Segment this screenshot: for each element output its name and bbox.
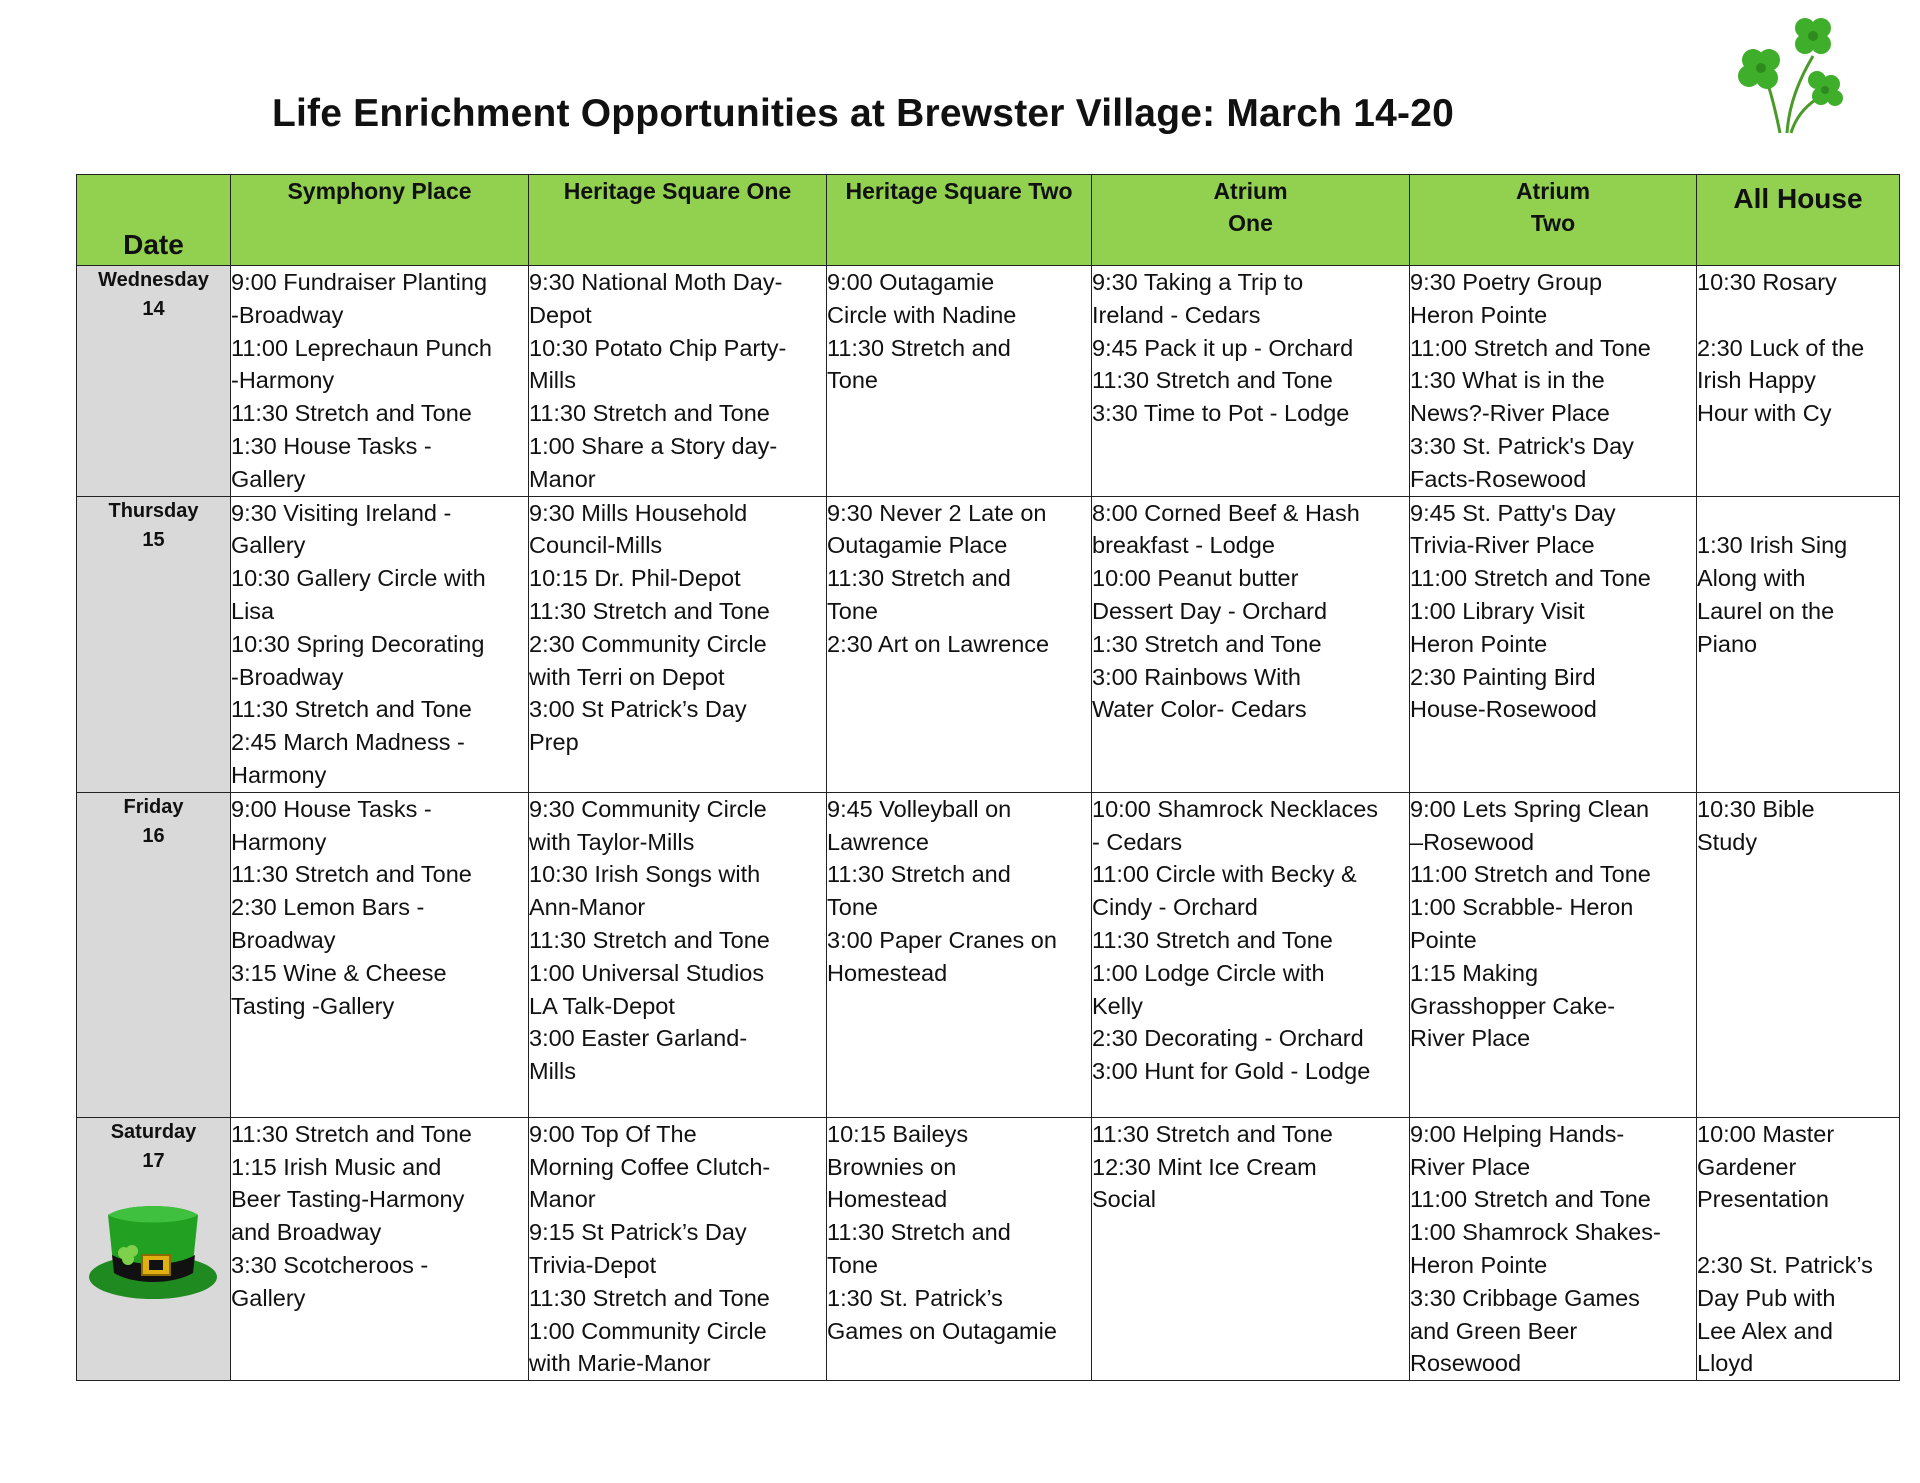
- day-name: Wednesday: [98, 269, 209, 291]
- event-line: Ireland - Cedars: [1092, 301, 1261, 328]
- cell-heritage-square-two: [827, 266, 1092, 497]
- cell-atrium-one: [1092, 496, 1410, 792]
- event-line: 10:00 Peanut butter: [1092, 565, 1299, 592]
- cell-symphony-place: [231, 496, 529, 792]
- event-line: 1:30 Irish Sing: [1697, 532, 1848, 559]
- event-line: Depot: [529, 301, 592, 328]
- event-line: Tone: [827, 894, 878, 921]
- table-row: [77, 1117, 1900, 1380]
- shamrock-icon: [1725, 8, 1845, 138]
- event-line: 3:30 Cribbage Games: [1410, 1284, 1640, 1311]
- event-line: Cindy - Orchard: [1092, 894, 1258, 921]
- event-line: 11:30 Stretch and: [827, 565, 1011, 592]
- event-line: 10:15 Dr. Phil-Depot: [529, 565, 741, 592]
- event-line: 10:30 Rosary: [1697, 269, 1837, 295]
- event-line: 11:00 Stretch and Tone: [1410, 861, 1651, 888]
- cell-symphony-place: [231, 792, 529, 1117]
- event-line: 9:00 Top Of The: [529, 1120, 697, 1147]
- event-line: 9:00 Helping Hands-: [1410, 1120, 1625, 1147]
- column-header-heritage-square-one: Heritage Square One: [529, 175, 827, 266]
- event-line: Social: [1092, 1186, 1157, 1213]
- event-line: 11:30 Stretch and Tone: [231, 400, 472, 427]
- cell-all-house: [1697, 792, 1900, 1117]
- cell-symphony-place: [231, 266, 529, 497]
- day-name: Friday: [123, 795, 184, 818]
- column-header-atrium-two-line1: Atrium: [1515, 178, 1591, 204]
- leprechaun-hat-icon: [86, 1195, 221, 1307]
- event-line: Trivia-River Place: [1410, 532, 1595, 559]
- event-line: Lloyd: [1697, 1350, 1754, 1377]
- day-name: Saturday: [110, 1120, 197, 1143]
- event-line: 10:30 Gallery Circle with: [231, 565, 486, 592]
- event-line: Prep: [529, 729, 579, 756]
- event-line: 11:30 Stretch and Tone: [529, 597, 770, 624]
- event-line: 9:45 Pack it up - Orchard: [1092, 334, 1354, 361]
- event-line: Rosewood: [1410, 1350, 1522, 1377]
- event-line: Manor: [529, 465, 596, 492]
- event-line: 9:30 Taking a Trip to: [1092, 269, 1304, 295]
- event-line: River Place: [1410, 1025, 1531, 1052]
- event-line: Council-Mills: [529, 532, 663, 559]
- event-line: Lisa: [231, 597, 275, 624]
- event-line: Day Pub with: [1697, 1284, 1836, 1311]
- event-line: 3:00 Rainbows With: [1092, 663, 1301, 690]
- event-line: Tone: [827, 1251, 878, 1278]
- header-row: [77, 175, 1900, 266]
- day-name: Thursday: [108, 499, 199, 522]
- cell-heritage-square-one: [529, 496, 827, 792]
- event-line: 1:00 Library Visit: [1410, 597, 1585, 624]
- event-line: Ann-Manor: [529, 894, 646, 921]
- event-line: [1697, 497, 1899, 530]
- event-line: 9:30 Community Circle: [529, 795, 767, 822]
- event-line: Broadway: [231, 926, 336, 953]
- cell-heritage-square-one: [529, 792, 827, 1117]
- cell-atrium-two: [1410, 792, 1697, 1117]
- event-line: 2:45 March Madness -: [231, 729, 465, 756]
- event-line: –Rosewood: [1410, 828, 1535, 855]
- event-line: 9:30 Mills Household: [529, 499, 748, 526]
- event-line: Gallery: [231, 465, 306, 492]
- column-header-atrium-one-line1: Atrium: [1213, 178, 1288, 204]
- page-title: Life Enrichment Opportunities at Brewster Village: March 14-20: [272, 92, 1454, 135]
- event-line: 10:15 Baileys: [827, 1120, 969, 1147]
- event-line: 1:15 Irish Music and: [231, 1153, 442, 1180]
- event-line: Homestead: [827, 1186, 948, 1213]
- event-line: Lawrence: [827, 828, 929, 855]
- event-line: 10:00 Shamrock Necklaces: [1092, 795, 1379, 822]
- event-line: 2:30 Decorating - Orchard: [1092, 1025, 1364, 1052]
- event-line: Heron Pointe: [1410, 301, 1548, 328]
- event-line: 3:00 Hunt for Gold - Lodge: [1092, 1058, 1371, 1085]
- event-line: 11:30 Stretch and: [827, 334, 1011, 361]
- event-line: 11:30 Stretch and Tone: [529, 1284, 770, 1311]
- event-line: Kelly: [1092, 992, 1143, 1019]
- event-line: Mills: [529, 367, 576, 394]
- event-line: Brownies on: [827, 1153, 957, 1180]
- event-line: 8:00 Corned Beef & Hash: [1092, 499, 1360, 526]
- event-line: Dessert Day - Orchard: [1092, 597, 1328, 624]
- event-line: 3:00 Easter Garland-: [529, 1025, 748, 1052]
- event-line: Beer Tasting-Harmony: [231, 1186, 465, 1213]
- event-line: Games on Outagamie: [827, 1317, 1057, 1344]
- event-line: - Cedars: [1092, 828, 1183, 855]
- event-line: Trivia-Depot: [529, 1251, 657, 1278]
- column-header-heritage-square-two: Heritage Square Two: [827, 175, 1092, 266]
- event-line: 11:00 Circle with Becky &: [1092, 861, 1357, 888]
- event-line: 11:30 Stretch and: [827, 861, 1011, 888]
- column-header-atrium-two-line2: Two: [1530, 210, 1576, 236]
- table-row: [77, 266, 1900, 497]
- event-line: Tone: [827, 597, 878, 624]
- day-number: 17: [142, 1149, 165, 1172]
- event-line: 1:15 Making: [1410, 959, 1539, 986]
- event-line: Irish Happy: [1697, 367, 1816, 394]
- day-number: 15: [142, 528, 165, 551]
- event-line: 1:00 Community Circle: [529, 1317, 767, 1344]
- cell-heritage-square-one: [529, 1117, 827, 1380]
- event-line: 1:30 Stretch and Tone: [1092, 630, 1322, 657]
- event-line: 9:30 Visiting Ireland -: [231, 499, 452, 526]
- event-line: 11:30 Stretch and Tone: [231, 1120, 472, 1147]
- cell-atrium-two: [1410, 496, 1697, 792]
- event-line: Gardener: [1697, 1153, 1797, 1180]
- event-line: 1:00 Scrabble- Heron: [1410, 894, 1634, 921]
- event-line: -Harmony: [231, 367, 335, 394]
- event-line: Lee Alex and: [1697, 1317, 1833, 1344]
- column-header-atrium-one: [1092, 175, 1410, 266]
- day-number: 14: [142, 298, 165, 320]
- cell-atrium-one: [1092, 266, 1410, 497]
- cell-heritage-square-two: [827, 1117, 1092, 1380]
- event-line: 2:30 Painting Bird: [1410, 663, 1596, 690]
- event-line: with Marie-Manor: [529, 1350, 711, 1377]
- event-line: Circle with Nadine: [827, 301, 1017, 328]
- cell-atrium-one: [1092, 1117, 1410, 1380]
- column-header-atrium-two: [1410, 175, 1697, 266]
- event-line: 2:30 Lemon Bars -: [231, 894, 425, 921]
- event-line: Harmony: [231, 761, 327, 788]
- event-line: 2:30 Art on Lawrence: [827, 630, 1050, 657]
- event-line: 11:00 Stretch and Tone: [1410, 334, 1651, 361]
- event-line: Outagamie Place: [827, 532, 1008, 559]
- event-line: Morning Coffee Clutch-: [529, 1153, 771, 1180]
- event-line: 11:30 Stretch and: [827, 1219, 1011, 1246]
- event-line: 11:00 Leprechaun Punch: [231, 334, 492, 361]
- cell-atrium-two: [1410, 266, 1697, 497]
- event-line: 9:30 National Moth Day-: [529, 269, 783, 295]
- event-line: Homestead: [827, 959, 948, 986]
- event-line: 10:30 Potato Chip Party-: [529, 334, 787, 361]
- event-line: 10:30 Spring Decorating: [231, 630, 485, 657]
- cell-all-house: [1697, 266, 1900, 497]
- event-line: Pointe: [1410, 926, 1477, 953]
- event-line: 1:30 St. Patrick’s: [827, 1284, 1003, 1311]
- table-row: [77, 496, 1900, 792]
- event-line: 11:30 Stretch and Tone: [1092, 1120, 1333, 1147]
- column-header-symphony-place: Symphony Place: [231, 175, 529, 266]
- cell-atrium-one: [1092, 792, 1410, 1117]
- event-line: Heron Pointe: [1410, 1251, 1548, 1278]
- event-line: 9:00 Lets Spring Clean: [1410, 795, 1650, 822]
- event-line: 11:30 Stretch and Tone: [231, 696, 472, 723]
- event-line: Tasting -Gallery: [231, 992, 395, 1019]
- event-line: 3:15 Wine & Cheese: [231, 959, 447, 986]
- event-line: 10:00 Master: [1697, 1120, 1835, 1147]
- event-line: House-Rosewood: [1410, 696, 1597, 723]
- event-line: 11:30 Stretch and Tone: [1092, 926, 1333, 953]
- event-line: River Place: [1410, 1153, 1531, 1180]
- event-line: 1:00 Share a Story day-: [529, 432, 778, 459]
- event-line: 1:00 Lodge Circle with: [1092, 959, 1325, 986]
- event-line: 2:30 Luck of the: [1697, 334, 1865, 361]
- event-line: [1697, 299, 1899, 332]
- event-line: Water Color- Cedars: [1092, 696, 1307, 723]
- event-line: Harmony: [231, 828, 327, 855]
- event-line: 11:30 Stretch and Tone: [1092, 367, 1333, 394]
- event-line: 9:00 Outagamie: [827, 269, 995, 295]
- date-cell: [77, 496, 231, 792]
- event-line: 12:30 Mint Ice Cream: [1092, 1153, 1317, 1180]
- event-line: Mills: [529, 1058, 576, 1085]
- cell-heritage-square-two: [827, 496, 1092, 792]
- event-line: 3:00 St Patrick’s Day: [529, 696, 747, 723]
- event-line: 3:30 Time to Pot - Lodge: [1092, 400, 1350, 427]
- event-line: 9:00 House Tasks -: [231, 795, 432, 822]
- event-line: 2:30 Community Circle: [529, 630, 767, 657]
- event-line: Heron Pointe: [1410, 630, 1548, 657]
- event-line: 9:15 St Patrick’s Day: [529, 1219, 747, 1246]
- event-line: Hour with Cy: [1697, 400, 1832, 427]
- event-line: Grasshopper Cake-: [1410, 992, 1616, 1019]
- event-line: -Broadway: [231, 301, 344, 328]
- column-header-atrium-one-line2: One: [1228, 210, 1273, 236]
- event-line: with Terri on Depot: [529, 663, 725, 690]
- event-line: with Taylor-Mills: [529, 828, 695, 855]
- event-line: 11:00 Stretch and Tone: [1410, 1186, 1651, 1213]
- event-line: 3:30 Scotcheroos -: [231, 1251, 429, 1278]
- event-line: Laurel on the: [1697, 597, 1835, 624]
- column-header-date: Date: [77, 175, 231, 266]
- cell-heritage-square-one: [529, 266, 827, 497]
- event-line: Gallery: [231, 532, 306, 559]
- cell-atrium-two: [1410, 1117, 1697, 1380]
- event-line: Along with: [1697, 565, 1806, 592]
- event-line: 11:30 Stretch and Tone: [231, 861, 472, 888]
- event-line: 3:30 St. Patrick's Day: [1410, 432, 1634, 459]
- event-line: 1:30 House Tasks -: [231, 432, 432, 459]
- event-line: 9:45 Volleyball on: [827, 795, 1012, 822]
- date-cell: [77, 266, 231, 497]
- cell-heritage-square-two: [827, 792, 1092, 1117]
- event-line: Study: [1697, 828, 1758, 855]
- event-line: 2:30 St. Patrick’s: [1697, 1251, 1873, 1278]
- schedule-table: [76, 174, 1900, 1381]
- event-line: 1:00 Universal Studios: [529, 959, 765, 986]
- event-line: Facts-Rosewood: [1410, 465, 1587, 492]
- event-line: Tone: [827, 367, 878, 394]
- event-line: News?-River Place: [1410, 400, 1610, 427]
- event-line: and Green Beer: [1410, 1317, 1578, 1344]
- event-line: LA Talk-Depot: [529, 992, 675, 1019]
- event-line: 9:00 Fundraiser Planting: [231, 269, 488, 295]
- date-cell: [77, 792, 231, 1117]
- event-line: 3:00 Paper Cranes on: [827, 926, 1057, 953]
- event-line: [1697, 1216, 1899, 1249]
- event-line: 1:30 What is in the: [1410, 367, 1605, 394]
- event-line: 9:30 Never 2 Late on: [827, 499, 1047, 526]
- event-line: 11:30 Stretch and Tone: [529, 926, 770, 953]
- cell-symphony-place: [231, 1117, 529, 1380]
- event-line: 10:30 Bible: [1697, 795, 1815, 822]
- event-line: Piano: [1697, 630, 1758, 657]
- event-line: 11:00 Stretch and Tone: [1410, 565, 1651, 592]
- event-line: 10:30 Irish Songs with: [529, 861, 761, 888]
- event-line: 9:45 St. Patty's Day: [1410, 499, 1616, 526]
- cell-all-house: [1697, 1117, 1900, 1380]
- event-line: Manor: [529, 1186, 596, 1213]
- event-line: 1:00 Shamrock Shakes-: [1410, 1219, 1661, 1246]
- event-line: breakfast - Lodge: [1092, 532, 1275, 559]
- event-line: Gallery: [231, 1284, 306, 1311]
- table-row: [77, 792, 1900, 1117]
- event-line: 9:30 Poetry Group: [1410, 269, 1603, 295]
- column-header-all-house: All House: [1697, 175, 1900, 266]
- event-line: and Broadway: [231, 1219, 382, 1246]
- event-line: 11:30 Stretch and Tone: [529, 400, 770, 427]
- day-number: 16: [142, 824, 165, 847]
- event-line: Presentation: [1697, 1186, 1829, 1213]
- cell-all-house: [1697, 496, 1900, 792]
- event-line: -Broadway: [231, 663, 344, 690]
